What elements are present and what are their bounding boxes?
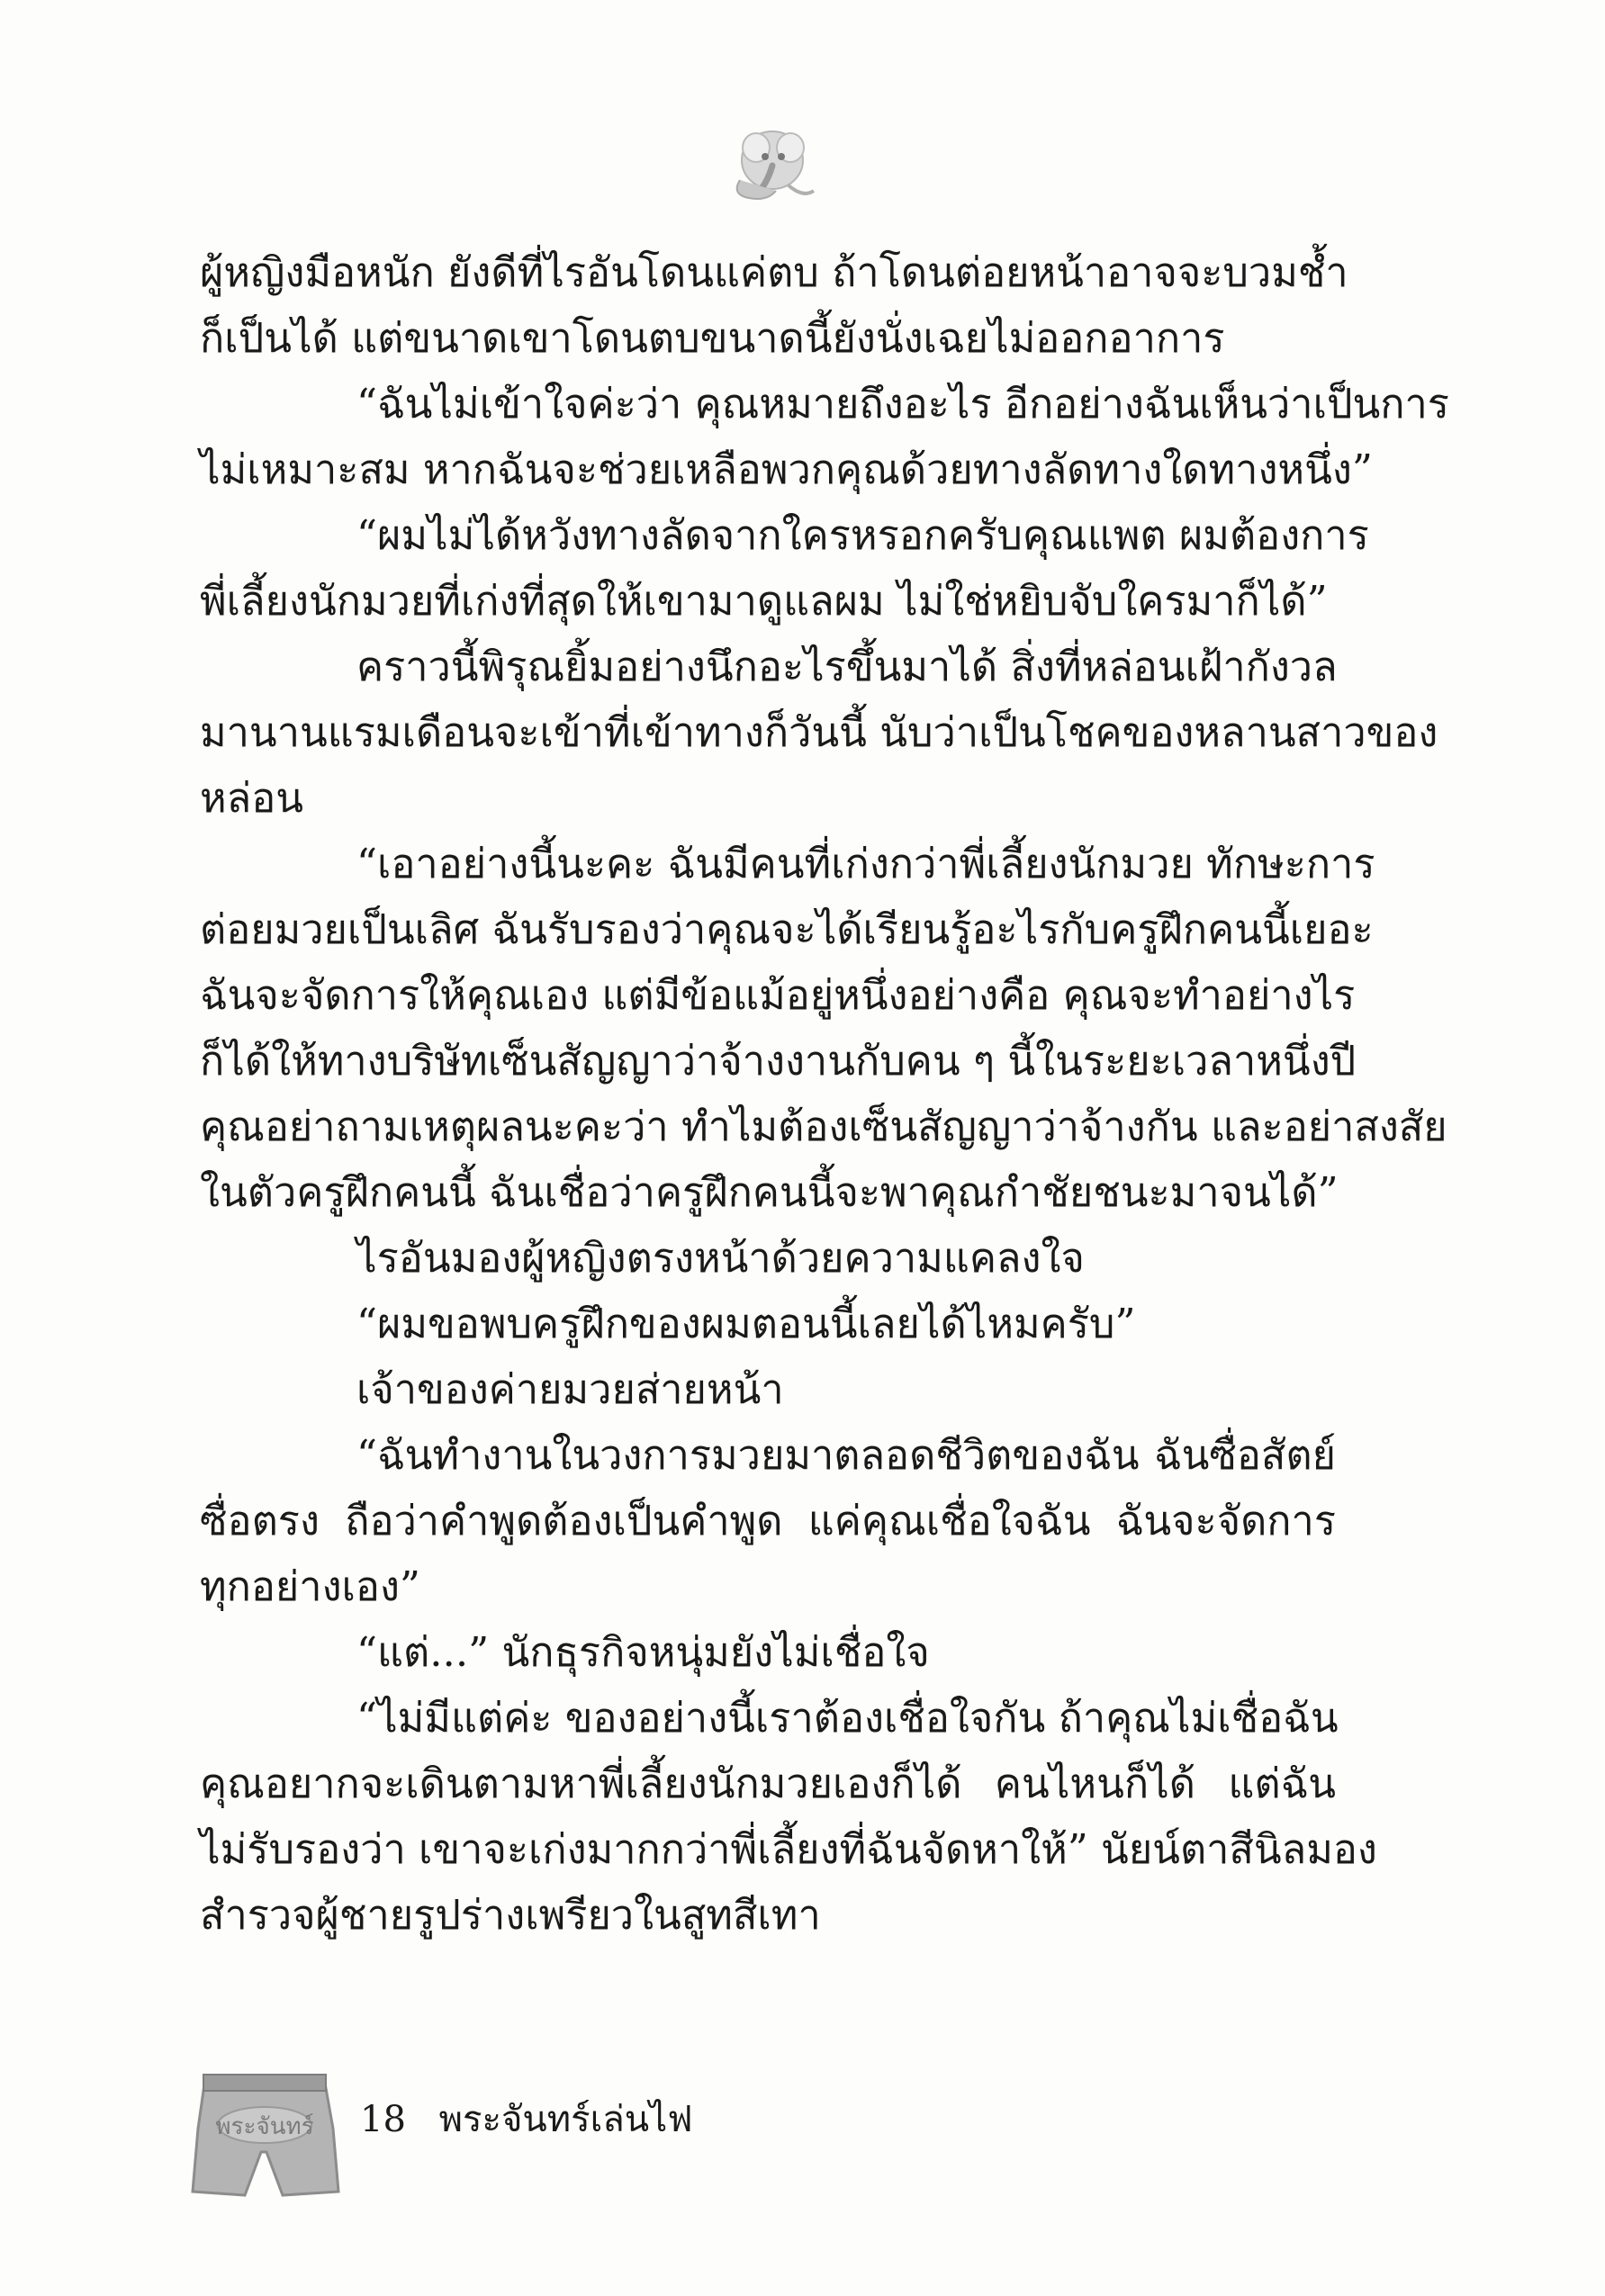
body-text [200, 239, 1449, 1948]
text-line: ต่อยมวยเป็นเลิศ ฉันรับรองว่าคุณจะได้เรียนรู้อะไรกับครูฝึกคนนี้เยอะ [200, 905, 1374, 953]
text-line: “ผมขอพบครูฝึกของผมตอนนี้เลยได้ไหมครับ” [356, 1300, 1136, 1347]
page-number: 18 [360, 2099, 406, 2140]
text-line: ก็เป็นได้ แต่ขนาดเขาโดนตบขนาดนี้ยังนั่งเฉยไม่ออกอาการ [200, 314, 1225, 362]
text-line: ไม่เหมาะสม หากฉันจะช่วยเหลือพวกคุณด้วยทางลัดทางใดทางหนึ่ง” [200, 446, 1373, 493]
cartoon-elephant-icon [713, 108, 832, 207]
text-line: ในตัวครูฝึกคนนี้ ฉันเชื่อว่าครูฝึกคนนี้จะพาคุณกำชัยชนะมาจนได้” [200, 1168, 1339, 1216]
text-line: ซื่อตรง ถือว่าคำพูดต้องเป็นคำพูด แค่คุณเชื่อใจฉัน ฉันจะจัดการ [200, 1497, 1336, 1544]
book-title: พระจันทร์เล่นไฟ [438, 2099, 693, 2140]
text-line: “ไม่มีแต่ค่ะ ของอย่างนี้เราต้องเชื่อใจกัน ถ้าคุณไม่เชื่อฉัน [356, 1694, 1339, 1742]
text-line: “ผมไม่ได้หวังทางลัดจากใครหรอกครับคุณแพต ผมต้องการ [356, 511, 1369, 559]
page-footer [360, 2097, 693, 2142]
logo-text: พระจันทร์ [215, 2113, 314, 2140]
text-line: “แต่...” นักธุรกิจหนุ่มยังไม่เชื่อใจ [356, 1628, 930, 1676]
text-line: คุณอย่าถามเหตุผลนะคะว่า ทำไมต้องเซ็นสัญญาว่าจ้างกัน และอย่าสงสัย [200, 1103, 1447, 1150]
text-line: ฉันจะจัดการให้คุณเอง แต่มีข้อแม้อยู่หนึ่งอย่างคือ คุณจะทำอย่างไร [200, 971, 1356, 1019]
text-line: ผู้หญิงมือหนัก ยังดีที่ไรอันโดนแค่ตบ ถ้าโดนต่อยหน้าอาจจะบวมช้ำ [200, 248, 1348, 296]
text-line: “ฉันไม่เข้าใจค่ะว่า คุณหมายถึงอะไร อีกอย่างฉันเห็นว่าเป็นการ [356, 380, 1449, 428]
text-line: ไรอันมองผู้หญิงตรงหน้าด้วยความแคลงใจ [356, 1234, 1085, 1282]
text-line: “เอาอย่างนี้นะคะ ฉันมีคนที่เก่งกว่าพี่เลี้ยงนักมวย ทักษะการ [356, 840, 1375, 887]
text-line: ไม่รับรองว่า เขาจะเก่งมากกว่าพี่เลี้ยงที่ฉันจัดหาให้” นัยน์ตาสีนิลมอง [200, 1825, 1377, 1873]
text-line: เจ้าของค่ายมวยส่ายหน้า [356, 1365, 784, 1413]
text-line: “ฉันทำงานในวงการมวยมาตลอดชีวิตของฉัน ฉันซื่อสัตย์ [356, 1431, 1336, 1479]
text-line: ทุกอย่างเอง” [200, 1562, 420, 1610]
text-line: มานานแรมเดือนจะเข้าที่เข้าทางก็วันนี้ นับว่าเป็นโชคของหลานสาวของ [200, 708, 1438, 756]
text-line: คุณอยากจะเดินตามหาพี่เลี้ยงนักมวยเองก็ได้ คนไหนก็ได้ แต่ฉัน [200, 1760, 1336, 1807]
text-line: พี่เลี้ยงนักมวยที่เก่งที่สุดให้เขามาดูแลผม ไม่ใช่หยิบจับใครมาก็ได้” [200, 577, 1328, 625]
text-line: คราวนี้พิรุณยิ้มอย่างนึกอะไรขึ้นมาได้ สิ่งที่หล่อนเฝ้ากังวล [356, 643, 1338, 690]
text-line: สำรวจผู้ชายรูปร่างเพรียวในสูทสีเทา [200, 1891, 821, 1939]
text-line: ก็ได้ให้ทางบริษัทเซ็นสัญญาว่าจ้างงานกับคน ๆ นี้ในระยะเวลาหนึ่งปี [200, 1037, 1357, 1085]
text-line: หล่อน [200, 774, 304, 822]
boxing-shorts-icon [189, 2066, 340, 2201]
